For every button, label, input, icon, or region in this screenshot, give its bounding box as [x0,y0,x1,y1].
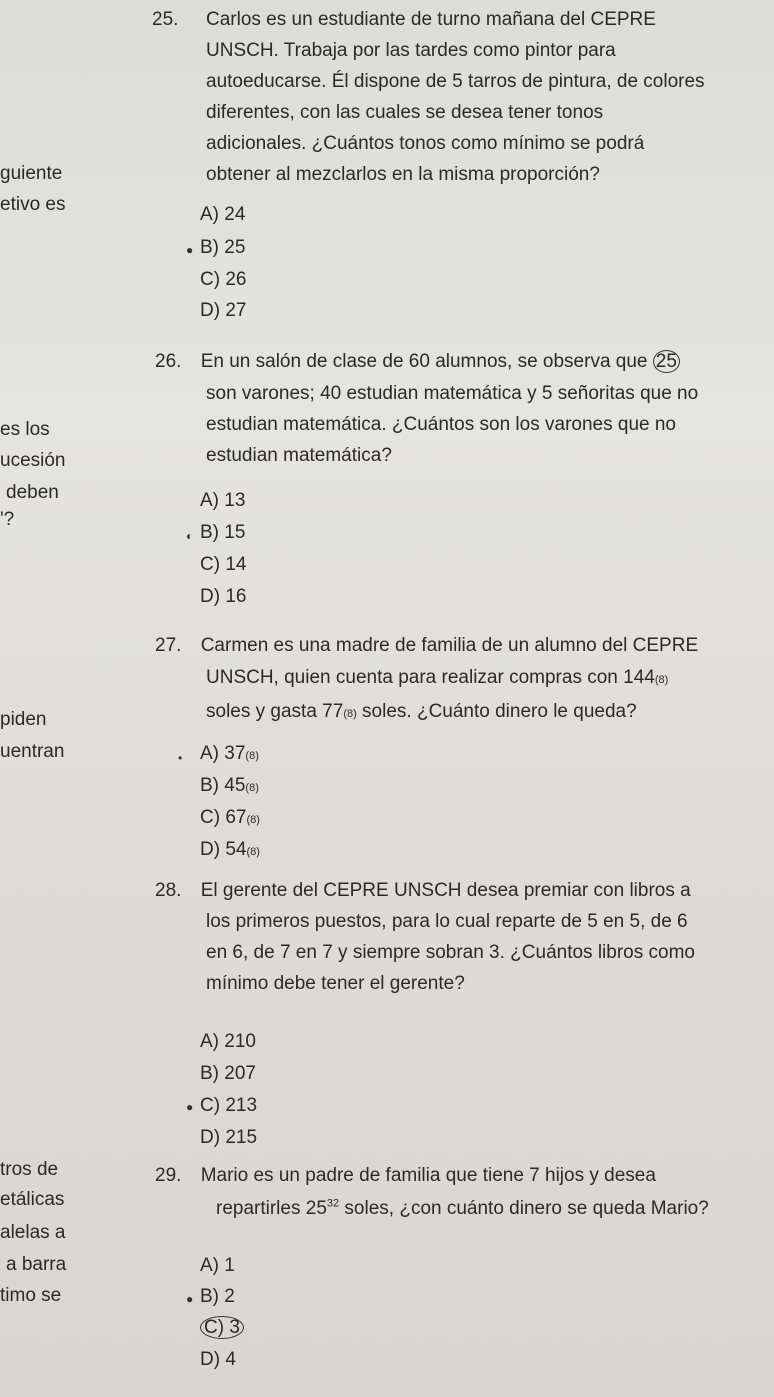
left-fragment: a barra [6,1254,67,1275]
option-d: D) 215 [200,1127,258,1148]
left-fragment: uentran [0,741,65,762]
answer-mark: ● [186,1100,194,1114]
left-fragment: etálicas [0,1189,65,1210]
option-a: A) 1 [200,1255,235,1276]
question-line: UNSCH. Trabaja por las tardes como pintor para [206,40,616,61]
option-c: C) 67(8) [200,807,260,828]
question-line: UNSCH, quien cuenta para realizar compras con 144 [206,667,655,688]
question-line: El gerente del CEPRE UNSCH desea premiar con libros a [200,880,691,901]
left-fragment: es los [0,419,50,440]
base-subscript: (8) [343,708,357,720]
left-fragment: deben [6,482,59,503]
question-line: obtener al mezclarlos en la misma proporción? [206,164,600,185]
option-b: B) 25 [200,237,246,258]
question-26-text [206,378,766,471]
left-fragment: etivo es [0,194,66,215]
left-fragment: alelas a [0,1222,66,1243]
left-fragment: tros de [0,1159,59,1180]
option-b: B) 207 [200,1063,256,1084]
question-line: soles. ¿Cuánto dinero le queda? [356,701,637,722]
question-line: en 6, de 7 en 7 y siempre sobran 3. ¿Cuántos libros como [206,942,695,963]
answer-mark: ◐ [186,529,194,543]
option-d: D) 54(8) [200,839,260,860]
question-28-text [206,906,766,999]
question-line: Carmen es una madre de familia de un alumno del CEPRE [200,635,699,656]
question-29 [155,1160,765,1191]
question-27-text [206,662,766,730]
question-line: mínimo debe tener el gerente? [206,973,465,994]
question-number: 29. [155,1165,182,1186]
option-a: A) 13 [200,490,246,511]
question-line: soles y gasta 77 [206,701,344,722]
option-a: A) 210 [200,1031,256,1052]
question-line: Carlos es un estudiante de turno mañana del CEPRE [206,9,656,30]
answer-mark: ● [186,1292,194,1306]
question-number: 28. [155,880,182,901]
question-25-text [206,4,761,190]
option-b: B) 2 [200,1286,235,1307]
option-d: D) 16 [200,586,247,607]
question-line: son varones; 40 estudian matemática y 5 señoritas que no [206,383,699,404]
question-line: los primeros puestos, para lo cual reparte de 5 en 5, de 6 [206,911,688,932]
left-fragment: ucesión [0,450,66,471]
question-line: Mario es un padre de familia que tiene 7 hijos y desea [200,1165,656,1186]
question-line: estudian matemática? [206,445,392,466]
option-a: A) 37(8) [200,743,259,764]
question-29-text [216,1193,774,1224]
circled-number: 25 [653,350,680,373]
question-line: soles, ¿con cuánto dinero se queda Mario? [339,1198,709,1219]
option-c: C) 26 [200,269,247,290]
question-25-number: 25. [152,9,179,30]
question-line: diferentes, con las cuales se desea tener tonos [206,102,604,123]
question-line: En un salón de clase de 60 alumnos, se observa que [200,351,648,372]
question-line: adicionales. ¿Cuántos tonos como mínimo se podrá [206,133,645,154]
option-b: B) 15 [200,522,246,543]
question-27 [155,630,755,661]
option-c: C) 213 [200,1095,258,1116]
answer-mark: • [178,751,183,765]
exponent: 32 [326,1197,340,1210]
question-line: autoeducarse. Él dispone de 5 tarros de pintura, de colores [206,71,705,92]
option-d: D) 27 [200,300,247,321]
question-28 [155,875,765,906]
base-subscript: (8) [654,674,669,686]
left-fragment: piden [0,709,47,730]
option-c: C) 3 [200,1316,244,1340]
question-26 [155,346,755,377]
option-b: B) 45(8) [200,775,259,796]
left-fragment: '? [0,509,15,530]
question-line: repartirles 25 [216,1198,327,1219]
question-number: 27. [155,635,182,656]
option-c: C) 14 [200,554,247,575]
option-a: A) 24 [200,204,246,225]
question-line: estudian matemática. ¿Cuántos son los varones que no [206,414,676,435]
answer-mark: ● [186,243,194,257]
left-fragment: timo se [0,1285,62,1306]
left-fragment: guiente [0,163,63,184]
option-d: D) 4 [200,1349,236,1370]
question-number: 26. [155,351,182,372]
